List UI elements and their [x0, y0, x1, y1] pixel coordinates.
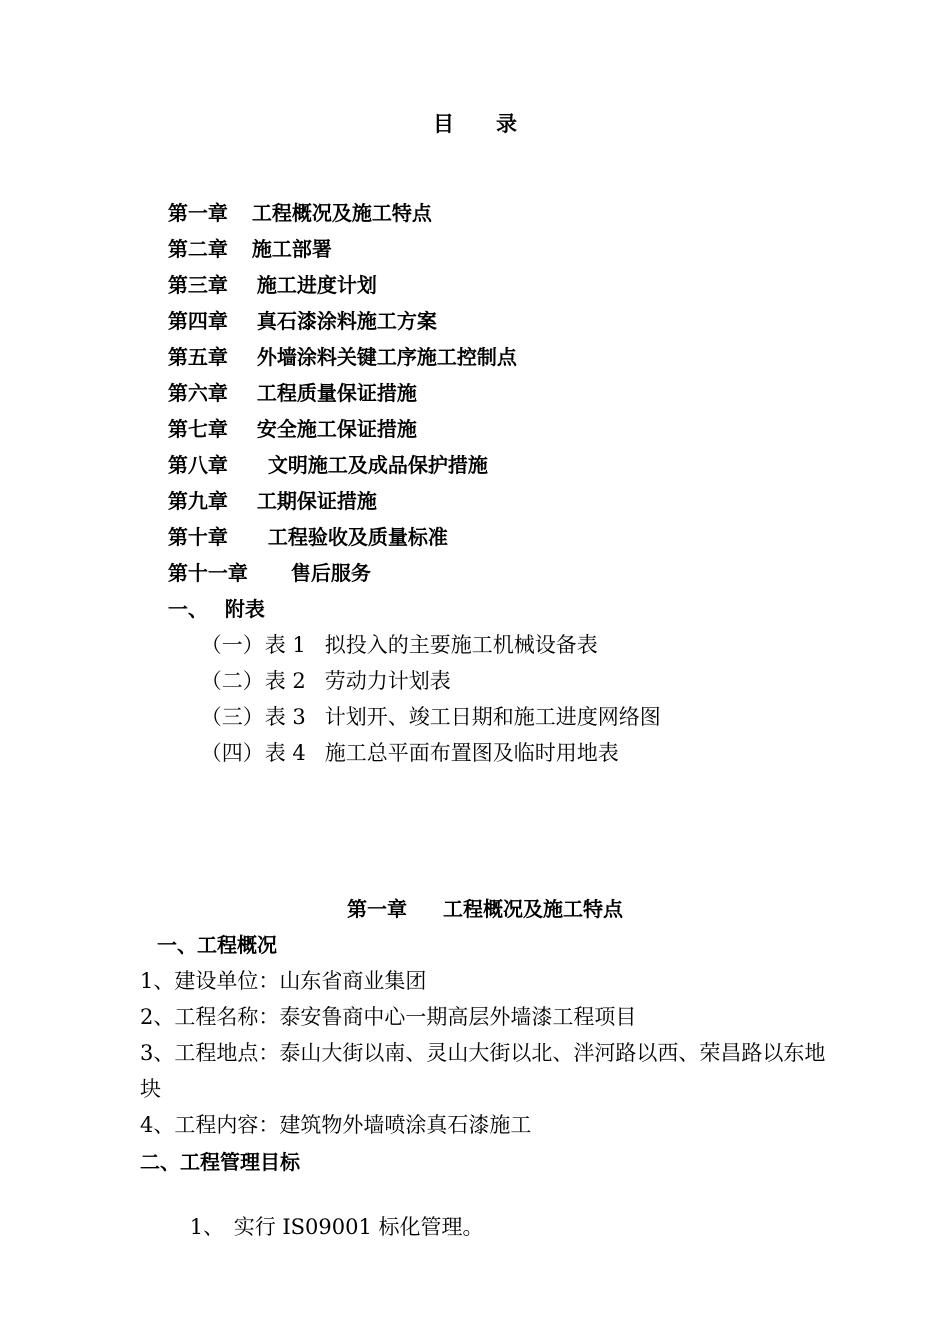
toc-entry: 第十一章 售后服务 [167, 561, 371, 585]
toc-entry: 第一章 工程概况及施工特点 [167, 201, 432, 225]
paragraph-line: 4、工程内容：建筑物外墙喷涂真石漆施工 [140, 1113, 532, 1137]
toc-entry: 第二章 施工部署 [167, 237, 332, 261]
appendix-item: （四）表 4 施工总平面布置图及临时用地表 [200, 741, 619, 765]
paragraph-line: 2、工程名称：泰安鲁商中心一期高层外墙漆工程项目 [140, 1005, 637, 1029]
toc-entry: 第九章 工期保证措施 [167, 489, 377, 513]
toc-entry: 第三章 施工进度计划 [167, 273, 377, 297]
appendix-item: （一）表 1 拟投入的主要施工机械设备表 [200, 633, 598, 657]
section-heading: 一、工程概况 [157, 933, 277, 957]
toc-entry: 第八章 文明施工及成品保护措施 [167, 453, 488, 477]
toc-entry: 第十章 工程验收及质量标准 [167, 525, 448, 549]
chapter-heading: 第一章 工程概况及施工特点 [347, 897, 623, 921]
toc-entry: 第六章 工程质量保证措施 [167, 381, 417, 405]
appendix-item: （三）表 3 计划开、竣工日期和施工进度网络图 [200, 705, 661, 729]
toc-title [0, 110, 950, 138]
toc-title-left: 目 [433, 112, 454, 136]
toc-appendix: 一、 附表 [167, 597, 265, 621]
paragraph-line: 1、 实行 IS09001 标化管理。 [189, 1215, 484, 1239]
paragraph-line: 1、建设单位：山东省商业集团 [140, 969, 427, 993]
section-heading: 二、工程管理目标 [140, 1150, 300, 1174]
toc-title-right: 录 [496, 112, 517, 136]
toc-entry: 第四章 真石漆涂料施工方案 [167, 309, 437, 333]
appendix-item: （二）表 2 劳动力计划表 [200, 669, 451, 693]
paragraph-line: 3、工程地点：泰山大街以南、灵山大街以北、泮河路以西、荣昌路以东地 [140, 1041, 826, 1065]
toc-entry: 第五章 外墙涂料关键工序施工控制点 [167, 345, 517, 369]
toc-entry: 第七章 安全施工保证措施 [167, 417, 417, 441]
paragraph-line: 块 [140, 1077, 161, 1101]
